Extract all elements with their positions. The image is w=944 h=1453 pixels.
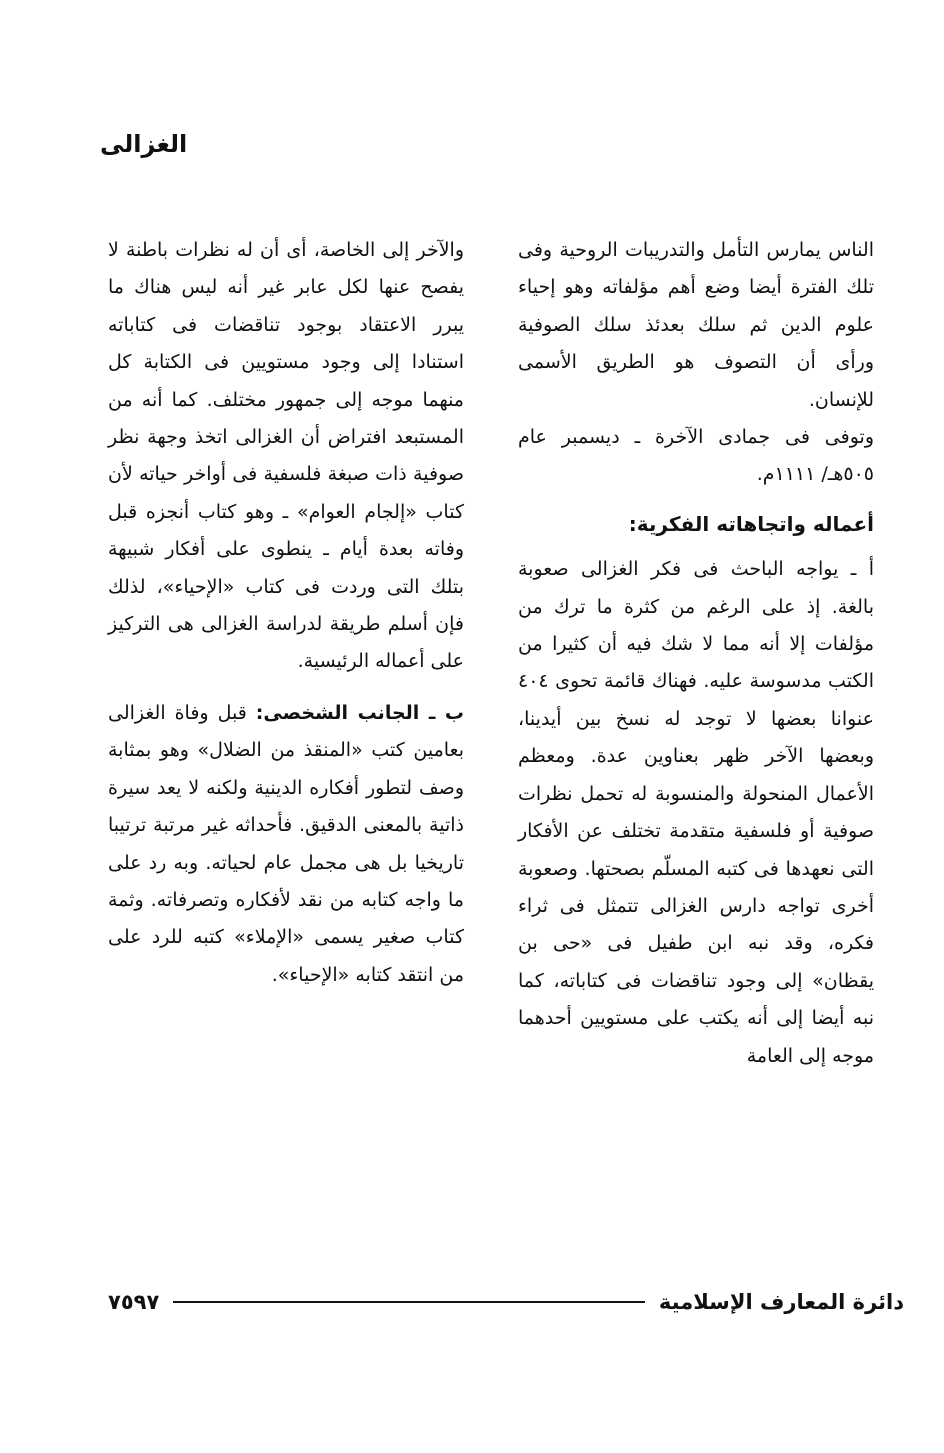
publication-name: دائرة المعارف الإسلامية [658,1290,904,1314]
paragraph-b [108,695,464,994]
death-date-paragraph: وتوفى فى جمادى الآخرة ـ ديسمبر عام ٥٠٥هـ/ ١١١١م. [518,426,874,486]
page-footer [108,1287,904,1317]
paragraph-b-text: قبل وفاة الغزالى بعامين كتب «المنقذ من الضلال» وهو بمثابة وصف لتطور أفكاره الدينية ولكنه لا يعد سيرة ذاتية بالمعنى الدقيق. فأحداثه غير مرتبة ترتيبا تاريخيا بل هى مجمل عام لحياته. وبه رد على ما واجه كتابه من نقد لأفكاره وتصرفاته. وثمة كتاب صغير يسمى «الإملاء» كتبه للرد على من انتقد كتابه «الإحياء». [108,701,464,986]
footer-rule [173,1301,645,1303]
section-heading: أعماله واتجاهاته الفكرية: [628,511,874,536]
paragraph-a: أ ـ يواجه الباحث فى فكر الغزالى صعوبة بالغة. إذ على الرغم من كثرة ما ترك من مؤلفات إلا أنه مما لا شك فيه أن كثيرا من الكتب مدسوسة عليه. فهناك قائمة تحوى ٤٠٤ عنوانا بعضها لا توجد له نسخ بين أيدينا، وبعضها الآخر ظهر بعناوين عدة. ومعظم الأعمال المنحولة والمنسوبة له تحمل نظرات صوفية أو فلسفية متقدمة تختلف عن الأفكار التى نعهدها فى كتبه المسلّم بصحتها. وصعوبة أخرى تواجه دارس الغزالى تتمثل فى ثراء فكره، وقد نبه ابن طفيل فى «حى بن يقظان» إلى وجود تناقضات فى كتاباته، كما نبه أيضا إلى أنه يكتب على مستويين أحدهما موجه إلى العامة [518,558,874,1067]
right-text-column [518,232,874,1075]
page-number: ٧٥٩٧ [108,1290,160,1314]
left-text-column [108,232,464,994]
intro-paragraph: الناس يمارس التأمل والتدريبات الروحية وفى تلك الفترة أيضا وضع أهم مؤلفاته وهو إحياء علوم الدين ثم سلك بعدئذ سلك الصوفية ورأى أن التصوف هو الطريق الأسمى للإنسان. [518,239,874,411]
paragraph-b-lead: ب ـ الجانب الشخصى: [255,701,465,724]
running-header-title: الغزالى [100,130,188,158]
continuation-paragraph: والآخر إلى الخاصة، أى أن له نظرات باطنة لا يفصح عنها لكل عابر غير أنه ليس هناك ما يبرر الاعتقاد بوجود تناقضات فى كتاباته استنادا إلى وجود مستويين فى الكتابة كل منهما موجه إلى جمهور مختلف. كما أنه من المستبعد افتراض أن الغزالى اتخذ وجهة نظر صوفية ذات صبغة فلسفية فى أواخر حياته لأن كتاب «إلجام العوام» ـ وهو كتاب أنجزه قبل وفاته بعدة أيام ـ ينطوى على أفكار شبيهة بتلك التى وردت فى كتاب «الإحياء»، لذلك فإن أسلم طريقة لدراسة الغزالى هى التركيز على أعماله الرئيسية. [108,239,464,673]
